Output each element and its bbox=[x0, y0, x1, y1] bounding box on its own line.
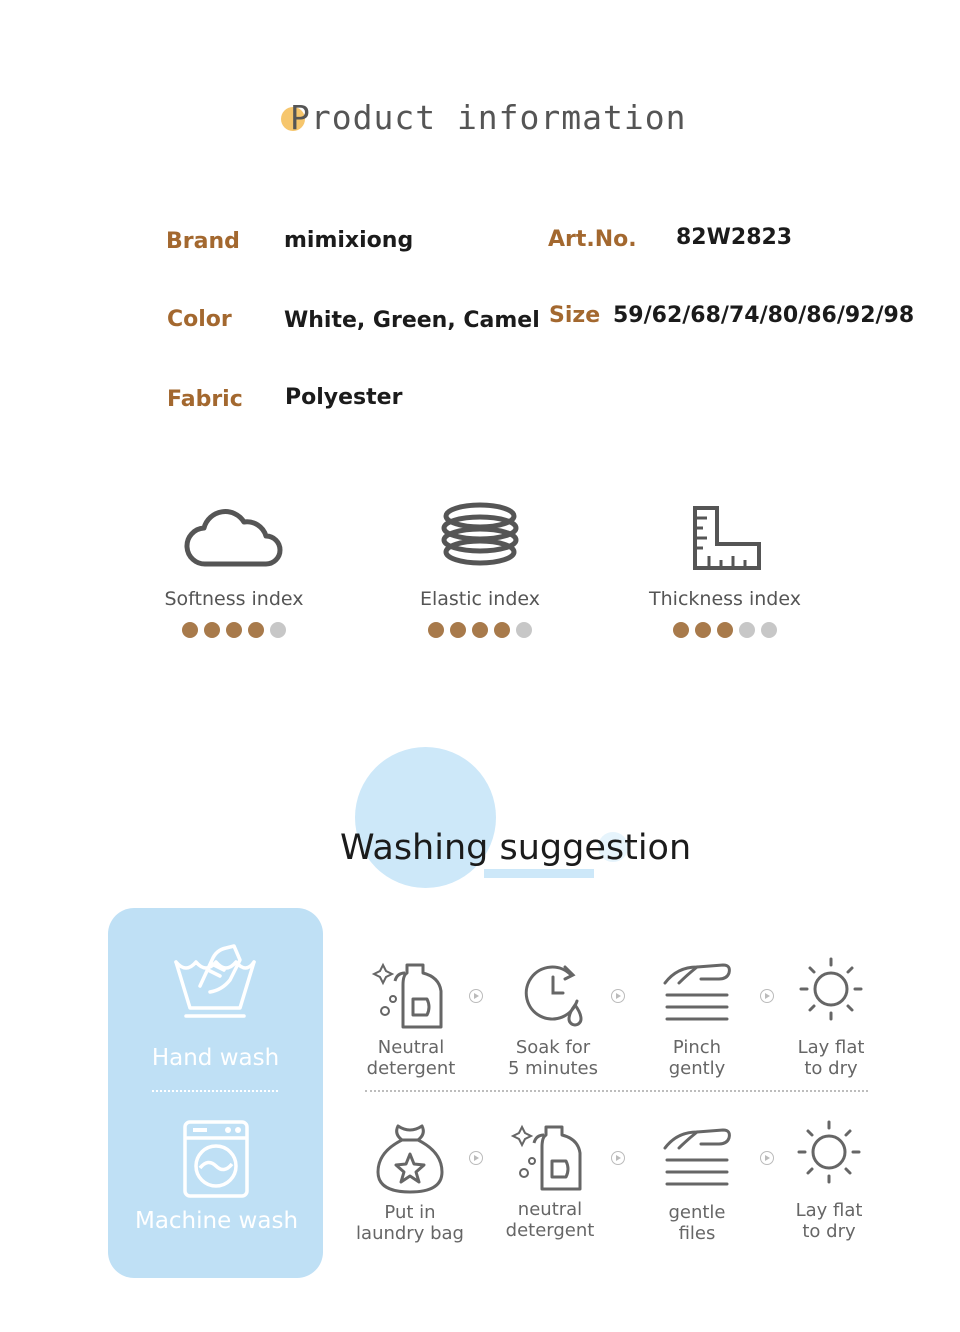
rating-dot-filled bbox=[494, 622, 510, 638]
hand-wash-label: Hand wash bbox=[151, 1045, 280, 1071]
row-divider bbox=[365, 1090, 868, 1092]
machine-step-gentle bbox=[637, 1120, 757, 1244]
washing-title: Washing suggestion bbox=[340, 828, 692, 868]
coil-spring-icon bbox=[430, 498, 530, 570]
hand-step-pinch bbox=[637, 955, 757, 1079]
thickness-index-label: Thickness index bbox=[649, 588, 801, 610]
step-line2: to dry bbox=[802, 1221, 856, 1242]
fabric-value: Polyester bbox=[285, 385, 403, 410]
next-arrow-icon bbox=[611, 1151, 625, 1165]
softness-index bbox=[114, 498, 354, 638]
hand-wash-icon bbox=[170, 940, 260, 1020]
detergent-bottle-icon bbox=[510, 1117, 590, 1193]
step-line1: neutral bbox=[517, 1199, 583, 1220]
size-label: Size bbox=[549, 303, 601, 328]
machine-step-bag bbox=[350, 1120, 470, 1244]
step-line1: Pinch bbox=[672, 1037, 722, 1058]
title-underline-decoration bbox=[484, 869, 594, 878]
rating-dot-filled bbox=[717, 622, 733, 638]
thickness-rating bbox=[605, 622, 845, 638]
sun-icon bbox=[791, 955, 871, 1031]
rating-dot-empty bbox=[761, 622, 777, 638]
brand-value: mimixiong bbox=[284, 228, 414, 253]
step-line1: Neutral bbox=[377, 1037, 445, 1058]
softness-index-label: Softness index bbox=[164, 588, 304, 610]
step-line1: Put in bbox=[384, 1202, 436, 1223]
panel-divider bbox=[152, 1090, 278, 1092]
artno-label: Art.No. bbox=[548, 227, 637, 252]
brand-label: Brand bbox=[166, 229, 240, 254]
machine-step-detergent bbox=[490, 1117, 610, 1241]
elastic-index bbox=[360, 498, 600, 638]
elastic-rating bbox=[360, 622, 600, 638]
color-value: White, Green, Camel bbox=[284, 308, 540, 333]
rating-dot-empty bbox=[270, 622, 286, 638]
step-line2: 5 minutes bbox=[507, 1058, 599, 1079]
softness-rating bbox=[114, 622, 354, 638]
hand-step-detergent bbox=[351, 955, 471, 1079]
washing-machine-icon bbox=[181, 1118, 251, 1200]
sun-icon bbox=[789, 1118, 869, 1194]
step-line1: Soak for bbox=[515, 1037, 591, 1058]
step-line1: Lay flat bbox=[797, 1037, 865, 1058]
step-line2: detergent bbox=[505, 1220, 595, 1241]
rating-dot-filled bbox=[204, 622, 220, 638]
step-line1: gentle bbox=[668, 1202, 726, 1223]
size-value: 59/62/68/74/80/86/92/98 bbox=[613, 303, 915, 328]
step-line2: files bbox=[678, 1223, 716, 1244]
rating-dot-empty bbox=[516, 622, 532, 638]
rating-dot-filled bbox=[182, 622, 198, 638]
rating-dot-filled bbox=[226, 622, 242, 638]
step-line2: to dry bbox=[804, 1058, 858, 1079]
rating-dot-filled bbox=[673, 622, 689, 638]
page-title: Product information bbox=[290, 98, 687, 137]
clock-icon bbox=[513, 955, 593, 1031]
rating-dot-empty bbox=[739, 622, 755, 638]
machine-step-dry bbox=[769, 1118, 889, 1242]
rating-dot-filled bbox=[428, 622, 444, 638]
hand-press-icon bbox=[657, 955, 737, 1031]
artno-value: 82W2823 bbox=[676, 225, 793, 250]
laundry-bag-icon bbox=[370, 1120, 450, 1196]
hand-press-icon bbox=[657, 1120, 737, 1196]
step-line2: detergent bbox=[366, 1058, 456, 1079]
thickness-index bbox=[605, 498, 845, 638]
detergent-bottle-icon bbox=[371, 955, 451, 1031]
step-line2: laundry bag bbox=[356, 1223, 464, 1244]
cloud-icon bbox=[184, 498, 284, 570]
rating-dot-filled bbox=[695, 622, 711, 638]
step-line1: Lay flat bbox=[795, 1200, 863, 1221]
next-arrow-icon bbox=[611, 989, 625, 1003]
color-label: Color bbox=[167, 307, 232, 332]
next-arrow-icon bbox=[469, 1151, 483, 1165]
hand-step-soak bbox=[493, 955, 613, 1079]
rating-dot-filled bbox=[450, 622, 466, 638]
rating-dot-filled bbox=[472, 622, 488, 638]
next-arrow-icon bbox=[469, 989, 483, 1003]
ruler-icon bbox=[675, 498, 775, 570]
hand-step-dry bbox=[771, 955, 891, 1079]
fabric-label: Fabric bbox=[167, 387, 243, 412]
step-line2: gently bbox=[668, 1058, 726, 1079]
rating-dot-filled bbox=[248, 622, 264, 638]
elastic-index-label: Elastic index bbox=[419, 588, 541, 610]
machine-wash-label: Machine wash bbox=[134, 1208, 299, 1234]
